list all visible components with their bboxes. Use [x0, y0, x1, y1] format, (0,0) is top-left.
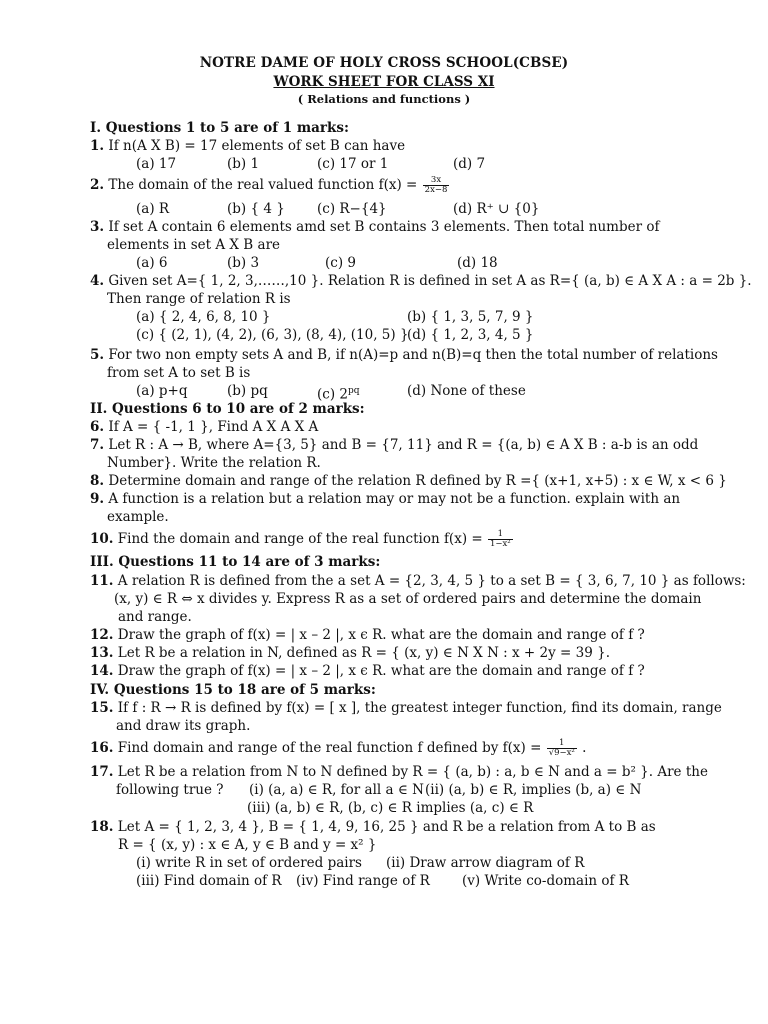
option-d: (d) R⁺ ∪ {0}: [453, 201, 540, 217]
school-name: NOTRE DAME OF HOLY CROSS SCHOOL(CBSE): [199, 55, 569, 71]
question-4: [90, 272, 752, 290]
question-14: [90, 662, 645, 680]
question-text: Let R be a relation in N, defined as R = { (x, y) ∈ N X N : x + 2y = 39 }.: [113, 645, 610, 661]
question-text: A relation R is defined from the a set A = {2, 3, 4, 5 } to a set B = { 3, 6, 7, 10 } as follows:: [113, 573, 746, 589]
question-number: 12.: [90, 627, 114, 643]
part-ii: (ii) Draw arrow diagram of R: [386, 855, 585, 871]
question-10: [90, 530, 514, 549]
option-iii: (iii) (a, b) ∈ R, (b, c) ∈ R implies (a, c) ∈ R: [247, 800, 534, 816]
option-a: (a) 6: [136, 255, 168, 271]
question-13: [90, 644, 610, 662]
question-5: [90, 346, 718, 364]
question-3-cont: elements in set A X B are: [107, 237, 281, 253]
fraction: [423, 176, 450, 195]
option-a: (a) p+q: [136, 383, 188, 399]
question-number: 18.: [90, 819, 114, 835]
question-text: Find the domain and range of the real function f(x) =: [113, 531, 487, 547]
question-3: [90, 218, 659, 236]
question-number: 16.: [90, 740, 114, 756]
option-d: (d) 7: [453, 156, 486, 172]
question-text: Let A = { 1, 2, 3, 4 }, B = { 1, 4, 9, 16, 25 } and R be a relation from A to B as: [113, 819, 656, 835]
option-d: (d) { 1, 2, 3, 4, 5 }: [407, 327, 534, 343]
section-heading-2: II. Questions 6 to 10 are of 2 marks:: [90, 401, 365, 417]
question-text: For two non empty sets A and B, if n(A)=p and n(B)=q then the total number of relations: [104, 347, 718, 363]
question-number: 14.: [90, 663, 114, 679]
option-ii: (ii) (a, b) ∈ R, implies (b, a) ∈ N: [425, 782, 642, 798]
question-text: Let R : A → B, where A={3, 5} and B = {7, 11} and R = {(a, b) ∈ A X B : a-b is an odd: [104, 437, 699, 453]
question-number: 4.: [90, 273, 105, 289]
question-number: 11.: [90, 573, 114, 589]
question-7: [90, 436, 698, 454]
worksheet-subtitle: ( Relations and functions ): [297, 92, 471, 106]
fraction-denominator: 1−x²: [489, 539, 511, 549]
question-number: 9.: [90, 491, 105, 507]
question-text: If f : R → R is defined by f(x) = [ x ], the greatest integer function, find its domain, range: [113, 700, 722, 716]
question-text: Find domain and range of the real function f defined by f(x) =: [113, 740, 546, 756]
question-18-cont: R = { (x, y) : x ∈ A, y ∈ B and y = x² }: [118, 837, 377, 853]
option-b: (b) 1: [227, 156, 260, 172]
question-9-cont: example.: [107, 509, 169, 525]
fraction-numerator: 1: [488, 530, 513, 540]
worksheet-title: WORK SHEET FOR CLASS XI: [273, 74, 495, 90]
option-d: (d) None of these: [407, 383, 526, 399]
question-8: [90, 472, 727, 490]
question-16: 16. Find domain and range of the real function f defined by f(x) = $\frac{1}{\text{√9−x²}}$ .: [90, 738, 587, 758]
fraction: [488, 530, 513, 549]
question-18: [90, 818, 656, 836]
question-text: Draw the graph of f(x) = | x – 2 |, x ϵ R. what are the domain and range of f ?: [113, 627, 645, 643]
part-iv: (iv) Find range of R: [296, 873, 430, 889]
question-9: [90, 490, 680, 508]
question-number: 6.: [90, 419, 105, 435]
question-text: Let R be a relation from N to N defined by R = { (a, b) : a, b ∈ N and a = b² }. Are the: [113, 764, 708, 780]
option-c-text: (c) 2: [317, 386, 348, 403]
question-number: 7.: [90, 437, 105, 453]
question-11-cont: (x, y) ∈ R ⇔ x divides y. Express R as a set of ordered pairs and determine the domain: [114, 591, 702, 607]
part-iii: (iii) Find domain of R: [136, 873, 282, 889]
question-text: Given set A={ 1, 2, 3,……,10 }. Relation R is defined in set A as R={ (a, b) ∈ A X A : a = 2b }.: [104, 273, 752, 289]
fraction-numerator: 1: [547, 739, 577, 749]
question-number: 8.: [90, 473, 105, 489]
option-b: (b) pq: [227, 383, 268, 399]
question-text: If A = { -1, 1 }, Find A X A X A: [104, 419, 319, 435]
question-2: [90, 176, 450, 195]
question-4-cont: Then range of relation R is: [107, 291, 291, 307]
part-i: (i) write R in set of ordered pairs: [136, 855, 362, 871]
question-text: The domain of the real valued function f(x) =: [104, 177, 422, 193]
section-heading-1: I. Questions 1 to 5 are of 1 marks:: [90, 120, 349, 136]
option-c: (c) 9: [325, 255, 356, 271]
option-i: (i) (a, a) ∈ R, for all a ∈ N: [249, 782, 424, 798]
question-7-cont: Number}. Write the relation R.: [107, 455, 321, 471]
option-a: (a) { 2, 4, 6, 8, 10 }: [136, 309, 271, 325]
question-11: [90, 572, 746, 590]
fraction-denominator: 2x−8: [424, 185, 448, 195]
question-text: If n(A X B) = 17 elements of set B can have: [104, 138, 406, 154]
question-number: 17.: [90, 764, 114, 780]
fraction-denominator: √9−x²: [548, 748, 575, 758]
question-number: 1.: [90, 138, 105, 154]
question-text: If set A contain 6 elements amd set B contains 3 elements. Then total number of: [104, 219, 660, 235]
option-b: (b) 3: [227, 255, 260, 271]
question-17: [90, 763, 708, 781]
question-text: Determine domain and range of the relation R defined by R ={ (x+1, x+5) : x ∈ W, x < 6 }: [104, 473, 727, 489]
question-number: 2.: [90, 177, 105, 193]
option-d: (d) 18: [457, 255, 498, 271]
question-text: A function is a relation but a relation may or may not be a function. explain with an: [104, 491, 681, 507]
question-number: 5.: [90, 347, 105, 363]
fraction: [547, 739, 577, 758]
question-5-cont: from set A to set B is: [107, 365, 251, 381]
exponent: pq: [347, 386, 360, 396]
question-number: 13.: [90, 645, 114, 661]
question-11-cont2: and range.: [118, 609, 192, 625]
question-1: [90, 137, 405, 155]
fraction-numerator: 3x: [423, 176, 450, 186]
question-6: [90, 418, 318, 436]
option-b: (b) { 4 }: [227, 201, 285, 217]
option-c: (c) R−{4}: [317, 201, 387, 217]
option-c: (c) { (2, 1), (4, 2), (6, 3), (8, 4), (10, 5) }: [136, 327, 409, 343]
question-text: Draw the graph of f(x) = | x – 2 |, x ϵ R. what are the domain and range of f ?: [113, 663, 645, 679]
question-number: 3.: [90, 219, 105, 235]
option-c: (c) 17 or 1: [317, 156, 389, 172]
question-15: [90, 699, 722, 717]
option-a: (a) R: [136, 201, 170, 217]
question-15-cont: and draw its graph.: [116, 718, 251, 734]
option-b: (b) { 1, 3, 5, 7, 9 }: [407, 309, 534, 325]
section-heading-3: III. Questions 11 to 14 are of 3 marks:: [90, 554, 381, 570]
question-17-cont: following true ?: [116, 782, 224, 798]
section-heading-4: IV. Questions 15 to 18 are of 5 marks:: [90, 682, 376, 698]
question-number: 10.: [90, 531, 114, 547]
question-12: [90, 626, 645, 644]
question-number: 15.: [90, 700, 114, 716]
part-v: (v) Write co-domain of R: [462, 873, 629, 889]
option-a: (a) 17: [136, 156, 177, 172]
